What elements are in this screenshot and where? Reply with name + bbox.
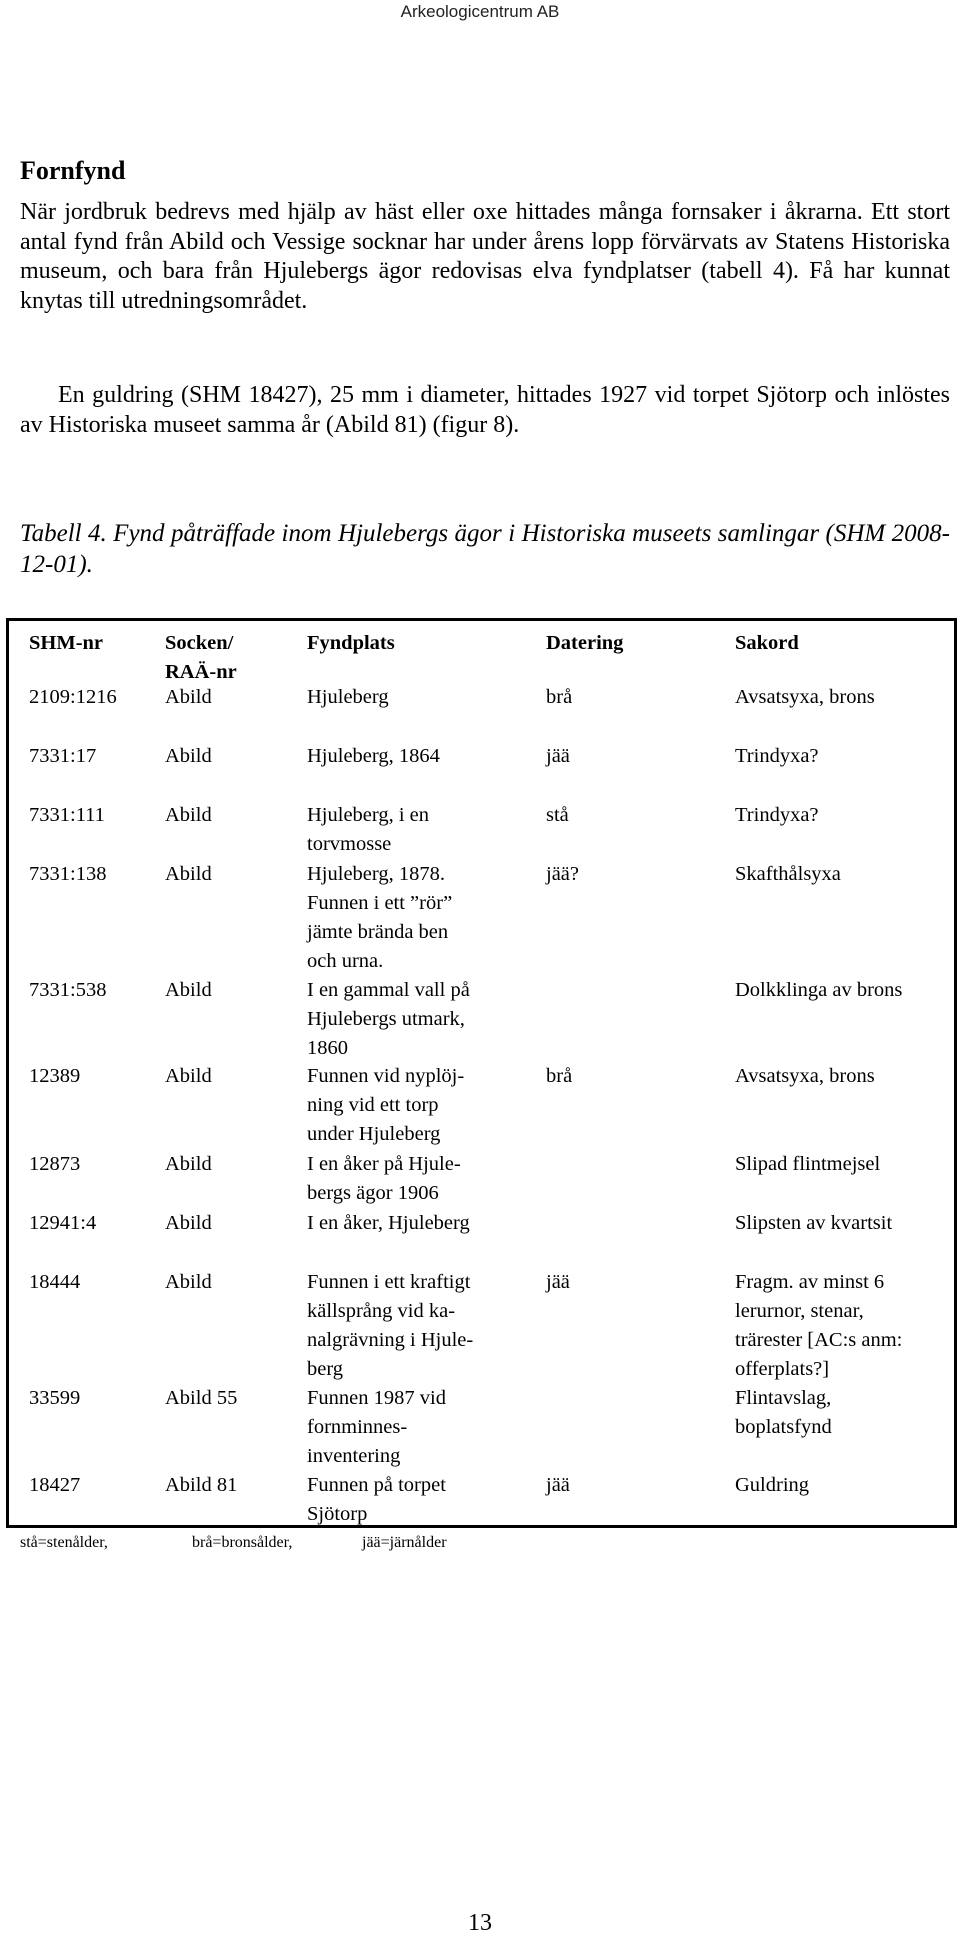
header-shm-nr: SHM-nr (29, 632, 104, 654)
cell-sakord-row-8: Slipsten av kvartsit (735, 1212, 893, 1234)
cell-sakord-row-6: Avsatsyxa, brons (735, 1065, 875, 1087)
cell-sakord-row-4: Skafthålsyxa (735, 863, 841, 885)
cell-socken-row-8: Abild (165, 1212, 212, 1234)
cell-fyndplats-row-1: Hjuleberg (307, 686, 389, 708)
cell-fyndplats-row-9: Funnen i ett kraftigt källsprång vid ka- nalgrävning i Hjule- berg (307, 1271, 474, 1380)
paragraph-2: En guldring (SHM 18427), 25 mm i diameter, hittades 1927 vid torpet Sjötorp och inlöstes av Historiska museet samma år (Abild 81) (figur 8). (20, 382, 950, 438)
cell-shm-nr-row-7: 12873 (29, 1153, 81, 1175)
cell-shm-nr-row-4: 7331:138 (29, 863, 107, 885)
cell-sakord-row-10: Flintavslag, boplatsfynd (735, 1387, 832, 1438)
cell-socken-row-10: Abild 55 (165, 1387, 238, 1409)
cell-socken-row-11: Abild 81 (165, 1474, 238, 1496)
cell-datering-row-1: brå (546, 686, 573, 708)
cell-socken-row-6: Abild (165, 1065, 212, 1087)
cell-fyndplats-row-2: Hjuleberg, 1864 (307, 745, 440, 767)
cell-sakord-row-2: Trindyxa? (735, 745, 819, 767)
section-heading: Fornfynd (20, 156, 126, 185)
cell-fyndplats-row-7: I en åker på Hjule- bergs ägor 1906 (307, 1153, 461, 1204)
cell-fyndplats-row-5: I en gammal vall på Hjulebergs utmark, 1860 (307, 979, 470, 1059)
cell-socken-row-9: Abild (165, 1271, 212, 1293)
cell-shm-nr-row-2: 7331:17 (29, 745, 97, 767)
cell-sakord-row-3: Trindyxa? (735, 804, 819, 826)
cell-sakord-row-11: Guldring (735, 1474, 810, 1496)
cell-datering-row-4: jää? (546, 863, 579, 885)
cell-shm-nr-row-11: 18427 (29, 1474, 81, 1496)
cell-shm-nr-row-1: 2109:1216 (29, 686, 117, 708)
cell-fyndplats-row-4: Hjuleberg, 1878. Funnen i ett ”rör” jämte brända ben och urna. (307, 863, 453, 972)
cell-datering-row-2: jää (546, 745, 570, 767)
cell-socken-row-7: Abild (165, 1153, 212, 1175)
cell-shm-nr-row-8: 12941:4 (29, 1212, 97, 1234)
cell-sakord-row-7: Slipad flintmejsel (735, 1153, 881, 1175)
cell-sakord-row-5: Dolkklinga av brons (735, 979, 903, 1001)
cell-datering-row-11: jää (546, 1474, 570, 1496)
header-sakord: Sakord (735, 632, 799, 654)
header-socken: Socken/ RAÄ-nr (165, 632, 237, 683)
cell-socken-row-5: Abild (165, 979, 212, 1001)
cell-socken-row-2: Abild (165, 745, 212, 767)
cell-sakord-row-1: Avsatsyxa, brons (735, 686, 875, 708)
cell-shm-nr-row-5: 7331:538 (29, 979, 107, 1001)
cell-fyndplats-row-11: Funnen på torpet Sjötorp (307, 1474, 446, 1525)
cell-socken-row-1: Abild (165, 686, 212, 708)
cell-shm-nr-row-3: 7331:111 (29, 804, 105, 826)
cell-shm-nr-row-10: 33599 (29, 1387, 81, 1409)
cell-datering-row-6: brå (546, 1065, 573, 1087)
paragraph-1: När jordbruk bedrevs med hjälp av häst eller oxe hittades många fornsaker i åkrarna. Ett stort antal fynd från Abild och Vessige socknar har under årens lopp förvärvats av Statens Historiska museum, och bara från Hjulebergs ägor redovisas elva fyndplatser (tabell 4). Få har kunnat knytas till utredningsområdet. (20, 199, 950, 314)
finds-table (6, 618, 957, 1528)
cell-fyndplats-row-8: I en åker, Hjuleberg (307, 1212, 470, 1234)
cell-shm-nr-row-6: 12389 (29, 1065, 81, 1087)
cell-fyndplats-row-10: Funnen 1987 vid fornminnes- inventering (307, 1387, 446, 1467)
legend-bronze-age: brå=bronsålder, (192, 1534, 293, 1551)
header-fyndplats: Fyndplats (307, 632, 395, 654)
cell-socken-row-4: Abild (165, 863, 212, 885)
legend-stone-age: stå=stenålder, (20, 1534, 108, 1551)
cell-sakord-row-9: Fragm. av minst 6 lerurnor, stenar, trärester [AC:s anm: offerplats?] (735, 1271, 903, 1380)
cell-datering-row-3: stå (546, 804, 569, 826)
table-caption: Tabell 4. Fynd påträffade inom Hjulebergs ägor i Historiska museets samlingar (SHM 2008-12-01). (20, 520, 950, 578)
header-datering: Datering (546, 632, 624, 654)
page-number: 13 (468, 1910, 492, 1936)
cell-fyndplats-row-6: Funnen vid nyplöj- ning vid ett torp under Hjuleberg (307, 1065, 465, 1145)
page-header: Arkeologicentrum AB (400, 2, 560, 21)
legend-iron-age: jää=järnålder (362, 1534, 447, 1551)
cell-datering-row-9: jää (546, 1271, 570, 1293)
cell-fyndplats-row-3: Hjuleberg, i en torvmosse (307, 804, 430, 855)
cell-shm-nr-row-9: 18444 (29, 1271, 81, 1293)
cell-socken-row-3: Abild (165, 804, 212, 826)
